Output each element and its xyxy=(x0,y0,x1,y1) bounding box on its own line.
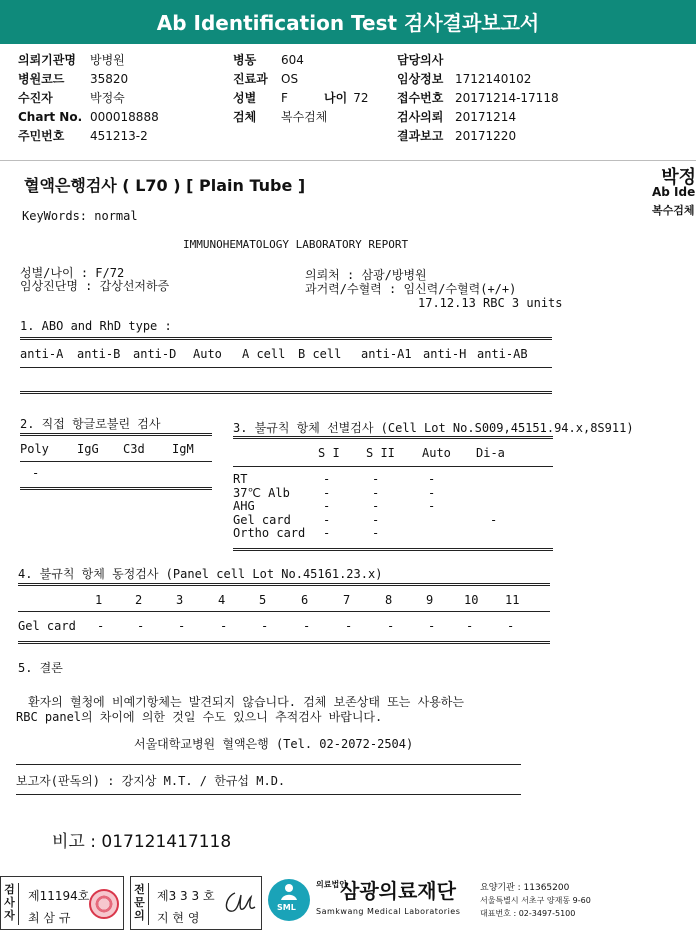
s4-val-9: - xyxy=(466,619,474,633)
section-4-row-label: Gel card xyxy=(18,619,76,633)
value-hospital-code: 35820 xyxy=(90,72,129,86)
header-age xyxy=(324,89,368,108)
value-request-date: 20171214 xyxy=(455,110,517,124)
s3-row-label-3: Gel card xyxy=(233,512,291,527)
header-column-patient xyxy=(18,51,159,146)
s1-col-8: anti-AB xyxy=(477,347,528,361)
label-sex: 성별 xyxy=(233,91,257,105)
sml-figure-icon xyxy=(279,883,299,901)
value-department: OS xyxy=(281,72,299,86)
side-cut-specimen: 복수검체 xyxy=(652,204,695,217)
s4-col-10: 11 xyxy=(505,593,520,607)
s3-row-2-val-0: - xyxy=(323,499,331,513)
s1-col-3: Auto xyxy=(193,347,222,361)
s4-val-2: - xyxy=(178,619,186,633)
s1-col-1: anti-B xyxy=(77,347,121,361)
section-2-value: - xyxy=(32,466,40,480)
lab-title: IMMUNOHEMATOLOGY LABORATORY REPORT xyxy=(183,238,409,251)
s1-col-6: anti-A1 xyxy=(361,347,412,361)
conclusion-line-2: RBC panel의 차이에 의한 것일 수도 있으니 추적검사 바랍니다. xyxy=(16,710,383,724)
s3-row-label-1: 37℃ Alb xyxy=(233,485,290,500)
s3-row-3-val-1: - xyxy=(372,512,380,527)
s3-row-0-val-2: - xyxy=(428,472,436,486)
label-hospital-code: 병원코드 xyxy=(18,72,65,86)
header-column-clinical xyxy=(397,51,559,146)
history-detail: 17.12.13 RBC 3 units xyxy=(418,296,563,310)
keywords: KeyWords: normal xyxy=(22,209,138,223)
label-institution: 의뢰기관명 xyxy=(18,53,76,67)
value-institution: 방병원 xyxy=(90,53,125,67)
label-patient: 수진자 xyxy=(18,91,53,105)
section-2-title: 2. 직접 항글로불린 검사 xyxy=(20,417,161,431)
section-1-rule-top xyxy=(20,337,552,340)
label-department: 진료과 xyxy=(233,72,268,86)
value-receipt-no: 20171214-17118 xyxy=(455,91,559,105)
s4-val-8: - xyxy=(428,619,436,633)
signature-icon xyxy=(221,887,257,919)
s3-row-1-val-0: - xyxy=(323,485,331,500)
s4-col-1: 2 xyxy=(135,593,143,607)
inspector-name: 최 삼 규 xyxy=(28,911,71,925)
s1-col-5: B cell xyxy=(298,347,342,361)
s4-col-3: 4 xyxy=(218,593,226,607)
s4-col-9: 10 xyxy=(464,593,479,607)
section-4-title: 4. 불규칙 항체 동정검사 (Panel cell Lot No.45161.23.x) xyxy=(18,567,383,581)
s4-val-6: - xyxy=(345,619,353,633)
label-chart-no: Chart No. xyxy=(18,110,83,124)
s4-val-10: - xyxy=(507,619,515,633)
section-2-rule-mid xyxy=(20,461,212,462)
hospital-contact: 서울대학교병원 혈액은행 (Tel. 02-2072-2504) xyxy=(134,737,414,751)
value-resident-no: 451213-2 xyxy=(90,129,148,143)
s3-row-3-val-0: - xyxy=(323,512,331,527)
conclusion-line-1: 환자의 혈청에 비예기항체는 발견되지 않습니다. 검체 보존상태 또는 사용하는 xyxy=(28,695,464,709)
scanned-report xyxy=(0,163,696,870)
s4-col-4: 5 xyxy=(259,593,267,607)
label-receipt-no: 접수번호 xyxy=(397,91,444,105)
org-type: 의료법인 xyxy=(316,880,347,889)
s3-row-label-2: AHG xyxy=(233,499,255,513)
requester: 의뢰처 : 삼광/방병원 xyxy=(305,268,427,282)
reporter-rule-top xyxy=(16,764,521,765)
s3-col-1: S II xyxy=(366,446,395,460)
org-english: Samkwang Medical Laboratories xyxy=(316,907,461,916)
inspector-license: 제11194호 xyxy=(28,889,90,903)
value-specimen: 복수검체 xyxy=(281,110,328,124)
s3-col-2: Auto xyxy=(422,446,451,460)
value-clinical-info: 1712140102 xyxy=(455,72,532,86)
s1-col-4: A cell xyxy=(242,347,286,361)
s4-val-7: - xyxy=(387,619,395,633)
section-2-rule-bottom xyxy=(20,487,212,490)
specialist-label: 전 문 의 xyxy=(131,883,149,925)
label-report-date: 결과보고 xyxy=(397,129,444,143)
inspector-seal-icon xyxy=(89,889,119,919)
report-banner-title: Ab Identification Test 검사결과보고서 xyxy=(0,0,696,44)
s3-col-0: S I xyxy=(318,446,340,460)
value-ward: 604 xyxy=(281,53,304,67)
note: 비고 : 017121417118 xyxy=(52,832,232,852)
side-cut-title: Ab Ide xyxy=(652,185,696,199)
s4-col-5: 6 xyxy=(301,593,309,607)
s3-row-label-0: RT xyxy=(233,472,248,486)
s2-col-0: Poly xyxy=(20,442,49,456)
section-3-rule-bottom xyxy=(233,548,553,551)
reporter-rule-bottom xyxy=(16,794,521,795)
section-3-title: 3. 불규칙 항체 선별검사 (Cell Lot No.S009,45151.94.x,8S911) xyxy=(233,421,634,435)
value-report-date: 20171220 xyxy=(455,129,517,143)
inspector-label: 검 사 자 xyxy=(1,883,19,925)
s3-row-1-val-1: - xyxy=(372,485,380,500)
label-specimen: 검체 xyxy=(233,110,257,124)
label-ward: 병동 xyxy=(233,53,257,67)
footer xyxy=(0,870,696,936)
org-address: 서울특별시 서초구 양재동 9-60 xyxy=(480,896,591,905)
section-4-rule-bottom xyxy=(18,641,550,644)
value-sex: F xyxy=(281,91,288,105)
section-1-title: 1. ABO and RhD type : xyxy=(20,319,172,333)
label-age: 나이 xyxy=(324,91,348,105)
label-request-date: 검사의뢰 xyxy=(397,110,444,124)
section-5-title: 5. 결론 xyxy=(18,661,63,675)
org-license: 요양기관 : 11365200 xyxy=(480,883,570,893)
s4-col-6: 7 xyxy=(343,593,351,607)
s3-row-4-val-0: - xyxy=(323,526,331,540)
section-3-rule-mid xyxy=(233,466,553,467)
label-doctor: 담당의사 xyxy=(397,53,444,67)
sml-logo-text: SML xyxy=(277,903,296,912)
label-resident-no: 주민번호 xyxy=(18,129,65,143)
section-2-rule-top xyxy=(20,433,212,436)
label-clinical-info: 임상정보 xyxy=(397,72,444,86)
s3-row-2-val-1: - xyxy=(372,499,380,513)
s4-val-5: - xyxy=(303,619,311,633)
s3-row-0-val-1: - xyxy=(372,472,380,486)
specialist-license: 제3 3 3 호 xyxy=(157,889,215,903)
section-1-rule-bottom xyxy=(20,391,552,394)
value-age: 72 xyxy=(353,91,369,105)
reporter: 보고자(판독의) : 강지상 M.T. / 한규섭 M.D. xyxy=(16,774,286,788)
s1-col-7: anti-H xyxy=(423,347,467,361)
diagnosis: 임상진단명 : 갑상선저하증 xyxy=(20,279,170,293)
section-4-rule-top xyxy=(18,583,550,586)
s3-row-4-val-1: - xyxy=(372,526,380,540)
s4-val-4: - xyxy=(261,619,269,633)
section-4-rule-mid xyxy=(18,611,550,612)
value-chart-no: 000018888 xyxy=(90,110,159,124)
org-phone: 대표번호 : 02-3497-5100 xyxy=(480,909,576,918)
s2-col-2: C3d xyxy=(123,442,145,456)
s4-val-0: - xyxy=(97,619,105,633)
s3-row-0-val-0: - xyxy=(323,472,331,486)
sml-logo-icon xyxy=(268,879,310,921)
s3-row-3-val-3: - xyxy=(490,512,498,527)
s3-row-2-val-2: - xyxy=(428,499,436,513)
org-name: 삼광의료재단 xyxy=(340,879,456,903)
section-1-rule-mid xyxy=(20,367,552,368)
s4-val-3: - xyxy=(220,619,228,633)
s2-col-3: IgM xyxy=(172,442,194,456)
section-3-rule-top xyxy=(233,436,553,439)
side-cut-name: 박정 xyxy=(661,167,696,188)
s4-col-2: 3 xyxy=(176,593,184,607)
s3-col-3: Di-a xyxy=(476,446,505,460)
s3-row-label-4: Ortho card xyxy=(233,526,306,540)
inspector-box xyxy=(0,876,124,930)
s1-col-2: anti-D xyxy=(133,347,177,361)
header-column-ward xyxy=(233,51,327,127)
report-title: 혈액은행검사 ( L70 ) [ Plain Tube ] xyxy=(24,176,306,195)
s4-col-0: 1 xyxy=(95,593,103,607)
specialist-name: 지 현 영 xyxy=(157,911,200,925)
s4-val-1: - xyxy=(137,619,145,633)
s2-col-1: IgG xyxy=(77,442,99,456)
s1-col-0: anti-A xyxy=(20,347,64,361)
history: 과거력/수혈력 : 임신력/수혈력(+/+) xyxy=(305,282,517,296)
sex-age: 성별/나이 : F/72 xyxy=(20,266,125,280)
value-patient: 박정숙 xyxy=(90,91,125,105)
header-divider xyxy=(0,160,696,161)
s4-col-7: 8 xyxy=(385,593,393,607)
s4-col-8: 9 xyxy=(426,593,434,607)
specialist-box xyxy=(130,876,262,930)
s3-row-1-val-2: - xyxy=(428,485,436,500)
